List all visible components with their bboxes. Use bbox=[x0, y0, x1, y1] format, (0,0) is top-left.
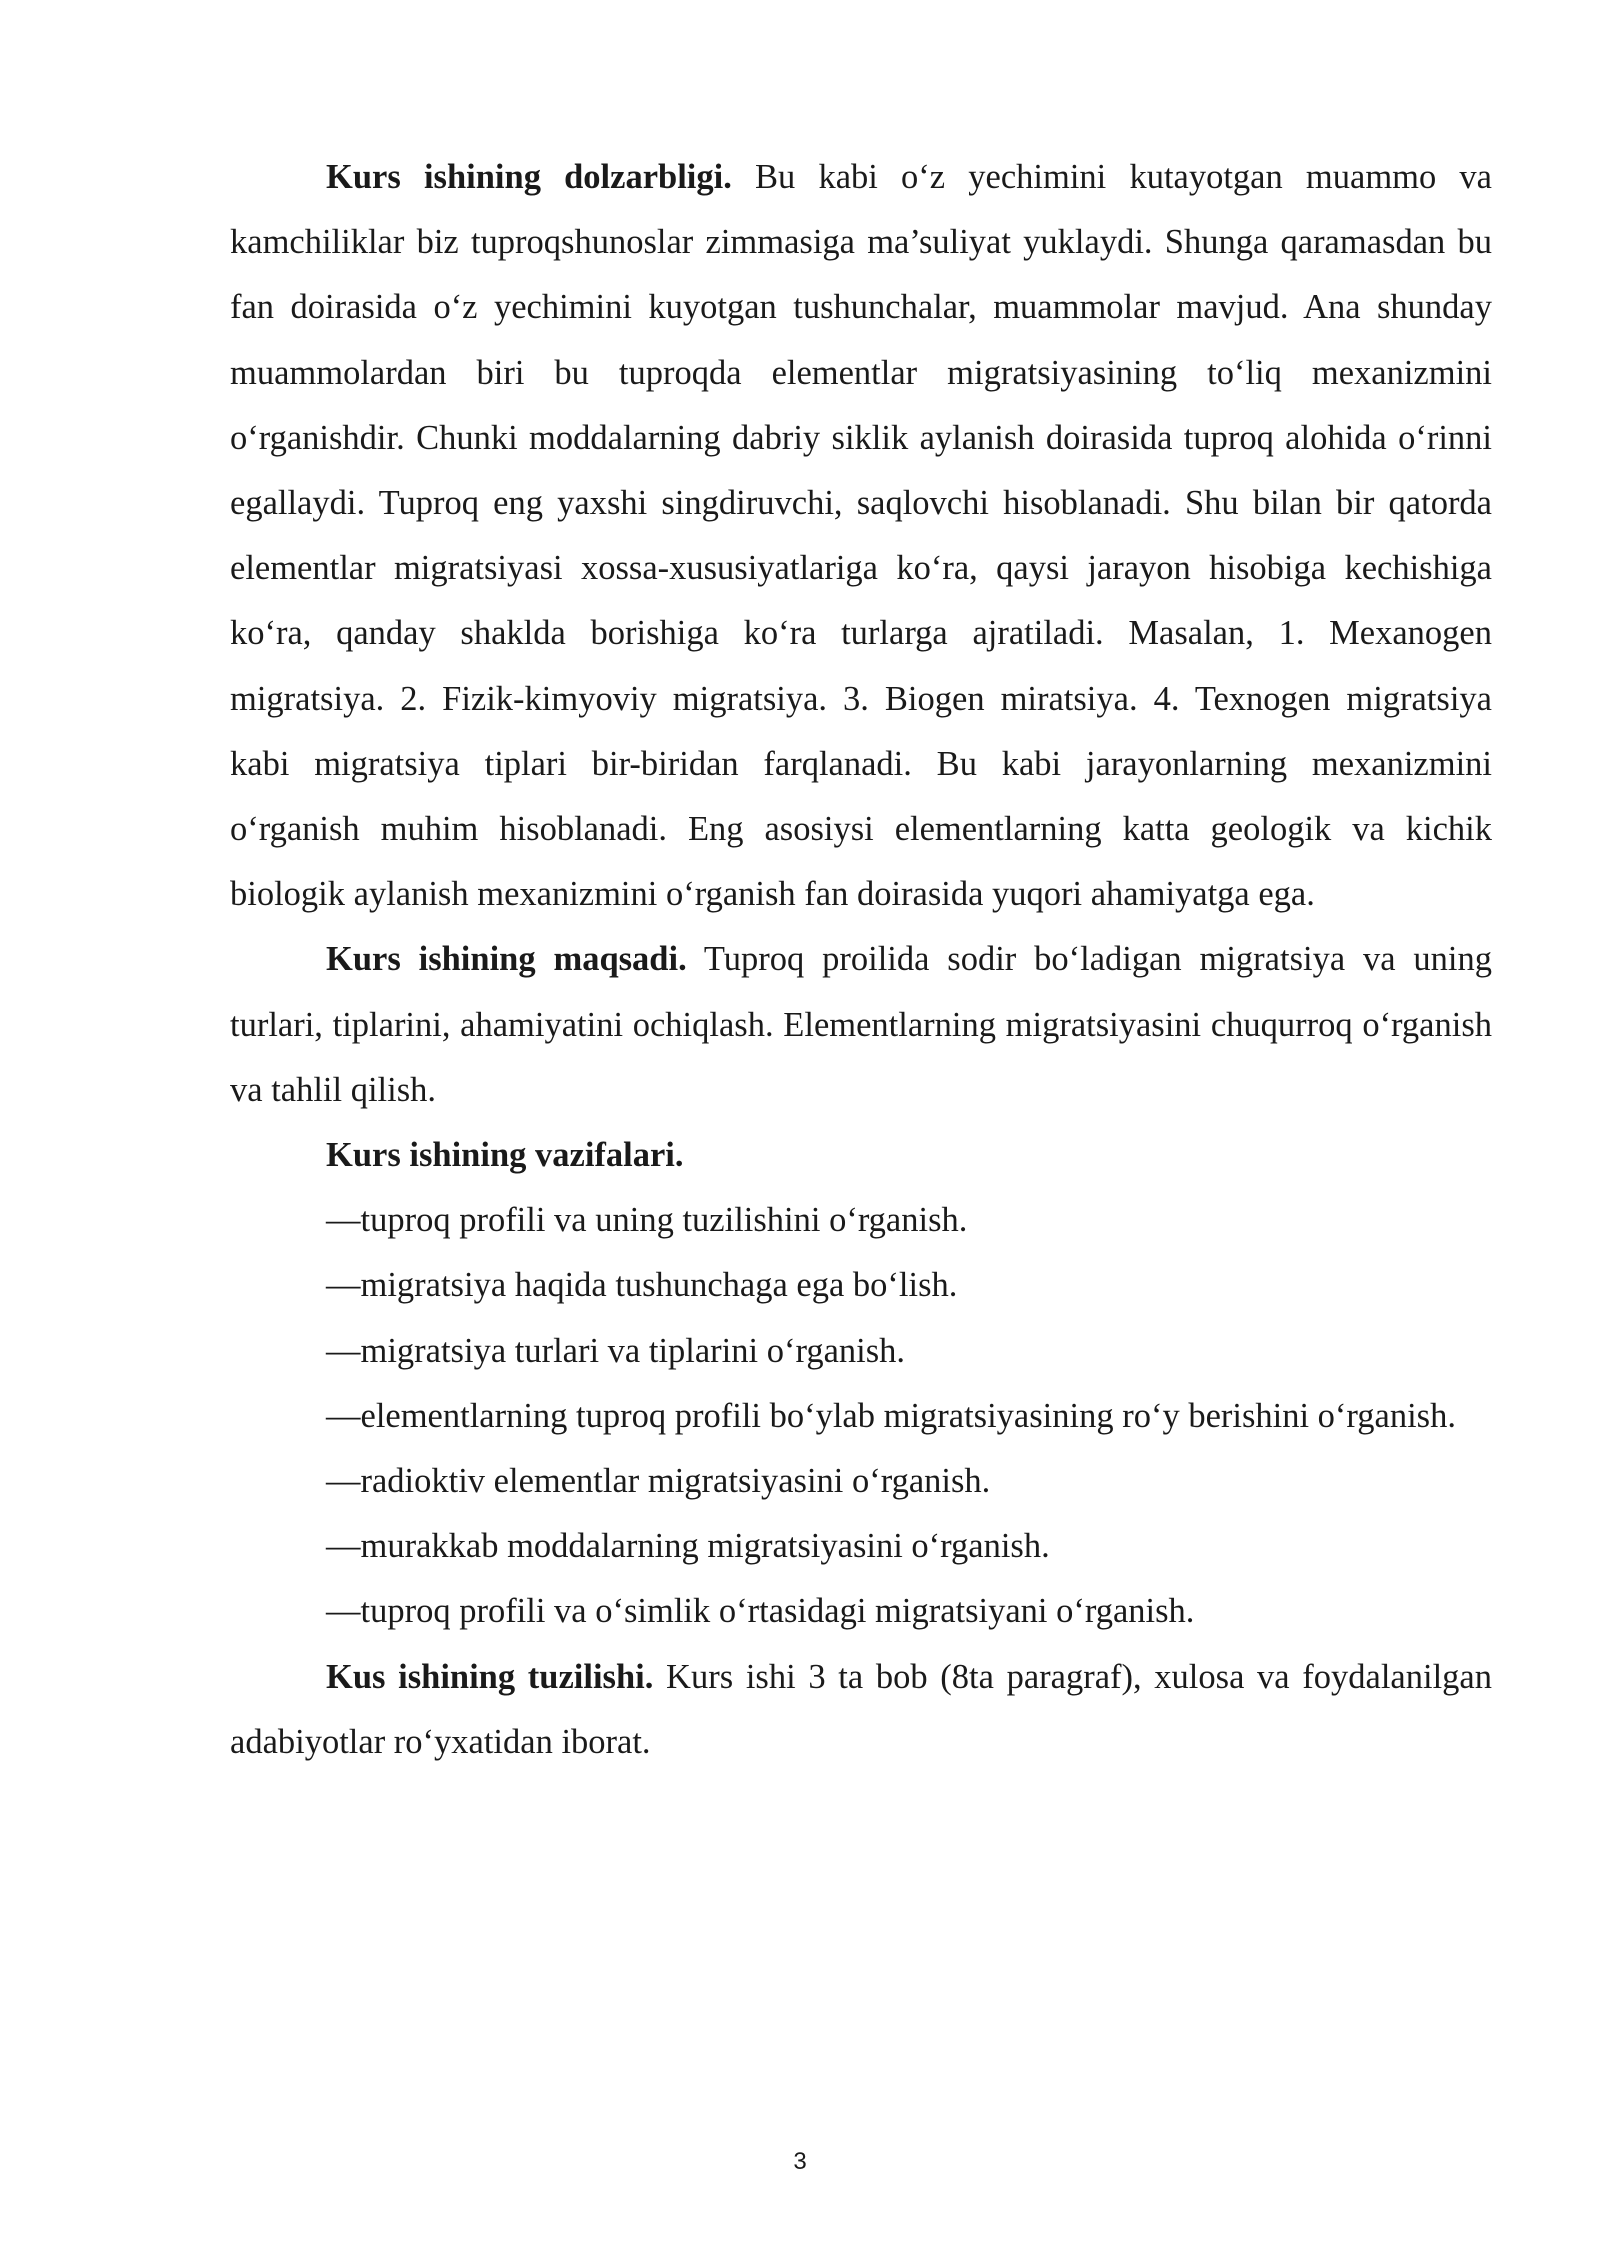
page-number: 3 bbox=[793, 2148, 807, 2175]
structure-paragraph bbox=[230, 1645, 1492, 1775]
relevance-paragraph bbox=[230, 145, 1492, 927]
tasks-heading: Kurs ishining vazifalari. bbox=[326, 1136, 684, 1175]
task-item: —tuproq profili va o‘simlik o‘rtasidagi migratsiyani o‘rganish. bbox=[326, 1592, 1195, 1631]
document-body bbox=[230, 145, 1492, 1775]
structure-text: Kurs ishi 3 ta bob (8ta paragraf), xulosa va foydalanilgan adabiyotlar ro‘yxatidan iborat. bbox=[230, 1657, 1492, 1761]
task-item: —tuproq profili va uning tuzilishini o‘rganish. bbox=[326, 1201, 968, 1240]
task-item: —radioktiv elementlar migratsiyasini o‘rganish. bbox=[326, 1462, 991, 1501]
relevance-text: Bu kabi o‘z yechimini kutayotgan muammo va kamchiliklar biz tuproqshunoslar zimmasiga ma’suliyat yuklaydi. Shunga qaramasdan bu fan doirasida o‘z yechimini kuyotgan tushunchalar, muammolar mavjud. Ana shunday muammolardan biri bu tuproqda elementlar migratsiyasining to‘liq mexanizmini o‘rganishdir. Chunki moddalarning dabriy siklik aylanish doirasida tuproq alohida o‘rinni egallaydi. Tuproq eng yaxshi singdiruvchi, saqlovchi hisoblanadi. Shu bilan bir qatorda elementlar migratsiyasi xossa-xususiyatlariga ko‘ra, qaysi jarayon hisobiga kechishiga ko‘ra, qanday shaklda borishiga ko‘ra turlarga ajratiladi. Masalan, 1. Mexanogen migratsiya. 2. Fizik-kimyoviy migratsiya. 3. Biogen miratsiya. 4. Texnogen migratsiya kabi migratsiya tiplari bir-biridan farqlanadi. Bu kabi jarayonlarning mexanizmini o‘rganish muhim hisoblanadi. Eng asosiysi elementlarning katta geologik va kichik biologik aylanish mexanizmini o‘rganish fan doirasida yuqori ahamiyatga ega. bbox=[230, 158, 1492, 914]
task-item: —migratsiya haqida tushunchaga ega bo‘lish. bbox=[326, 1266, 958, 1305]
structure-heading: Kus ishining tuzilishi. bbox=[326, 1657, 654, 1696]
task-item: —murakkab moddalarning migratsiyasini o‘rganish. bbox=[326, 1527, 1050, 1566]
goal-text: Tuproq proilida sodir bo‘ladigan migratsiya va uning turlari, tiplarini, ahamiyatini ochiqlash. Elementlarning migratsiyasini chuqurroq o‘rganish va tahlil qilish. bbox=[230, 940, 1492, 1109]
relevance-heading: Kurs ishining dolzarbligi. bbox=[326, 158, 732, 196]
goal-paragraph bbox=[230, 927, 1492, 1123]
task-item: —migratsiya turlari va tiplarini o‘rganish. bbox=[326, 1331, 906, 1370]
goal-heading: Kurs ishining maqsadi. bbox=[326, 940, 687, 979]
task-item: —elementlarning tuproq profili bo‘ylab migratsiyasining ro‘y berishini o‘rganish. bbox=[326, 1396, 1456, 1435]
